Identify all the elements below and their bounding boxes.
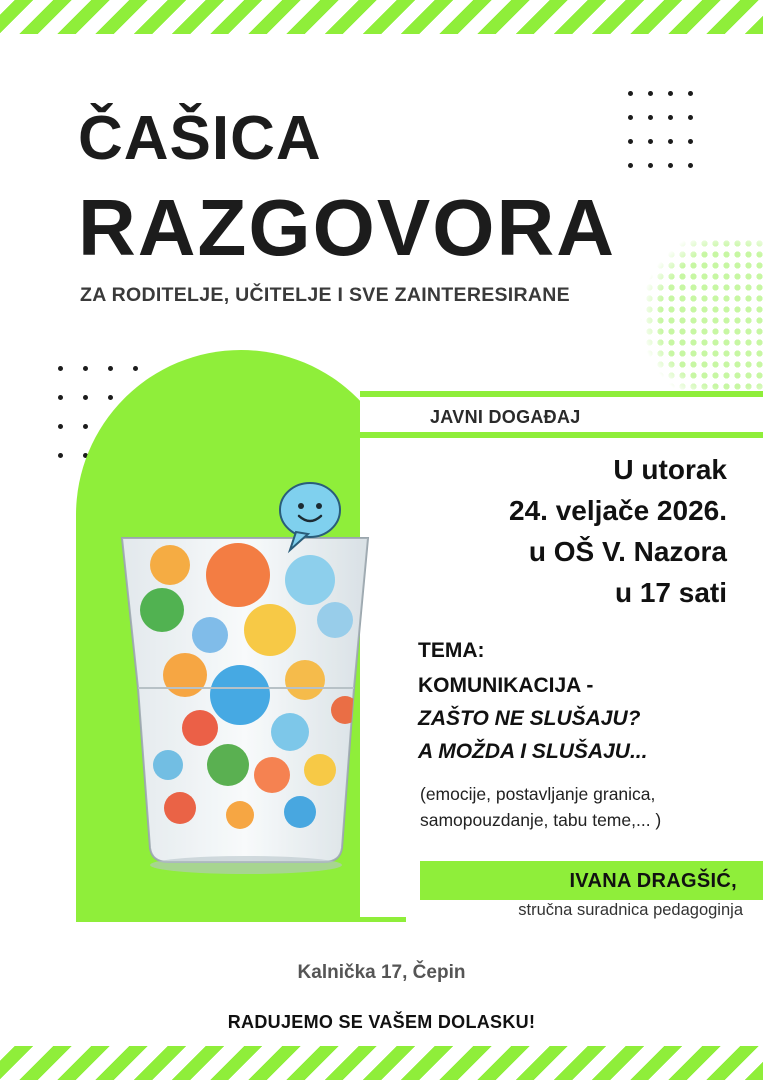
date-line-4: u 17 sati xyxy=(614,577,727,608)
topic-details-line-1: (emocije, postavljanje granica, xyxy=(420,784,656,804)
dot xyxy=(648,139,653,144)
closing-message: RADUJEMO SE VAŠEM DOLASKU! xyxy=(227,1012,536,1032)
dot xyxy=(668,139,673,144)
dot xyxy=(648,115,653,120)
dot xyxy=(58,395,63,400)
title-line-1: ČAŠICA xyxy=(78,104,322,173)
dot xyxy=(648,163,653,168)
title-line-2: RAZGOVORA xyxy=(78,183,616,272)
topic-line-2: ZAŠTO NE SLUŠAJU? xyxy=(418,707,641,730)
dot xyxy=(688,91,693,96)
dot xyxy=(83,366,88,371)
dot xyxy=(58,424,63,429)
subtitle: ZA RODITELJE, UČITELJE I SVE ZAINTERESIRANE xyxy=(80,284,570,306)
topic-line-1: KOMUNIKACIJA - xyxy=(418,674,594,697)
dot xyxy=(133,366,138,371)
dot xyxy=(628,163,633,168)
topic-label: TEMA: xyxy=(418,639,485,662)
dot xyxy=(628,91,633,96)
dot xyxy=(83,424,88,429)
topic-line-3: A MOŽDA I SLUŠAJU... xyxy=(418,740,648,763)
topic-details-line-2: samopouzdanje, tabu teme,... ) xyxy=(420,810,662,830)
top-stripe-border xyxy=(0,0,763,34)
dot xyxy=(688,163,693,168)
dot xyxy=(58,366,63,371)
dot xyxy=(688,139,693,144)
speaker-role: stručna suradnica pedagoginja xyxy=(518,901,743,919)
date-line-2: 24. veljače 2026. xyxy=(509,495,727,526)
green-band-mid xyxy=(360,432,763,438)
dot xyxy=(668,91,673,96)
dot xyxy=(108,395,113,400)
dot xyxy=(648,91,653,96)
glass-with-speech-bubbles-illustration-icon xyxy=(110,470,380,890)
dot xyxy=(108,366,113,371)
dot xyxy=(628,115,633,120)
speaker-name: IVANA DRAGŠIĆ, xyxy=(569,870,737,892)
halftone-decoration-icon xyxy=(633,238,763,398)
date-line-3: u OŠ V. Nazora xyxy=(528,536,727,567)
dot xyxy=(668,115,673,120)
bottom-stripe-border xyxy=(0,1046,763,1080)
dot xyxy=(628,139,633,144)
dot xyxy=(688,115,693,120)
event-type-label: JAVNI DOGAĐAJ xyxy=(430,407,581,427)
date-line-1: U utorak xyxy=(613,454,727,485)
dot xyxy=(668,163,673,168)
dot xyxy=(83,395,88,400)
dot xyxy=(58,453,63,458)
dot-grid-top-right-icon xyxy=(628,91,698,171)
address: Kalnička 17, Čepin xyxy=(297,962,466,983)
